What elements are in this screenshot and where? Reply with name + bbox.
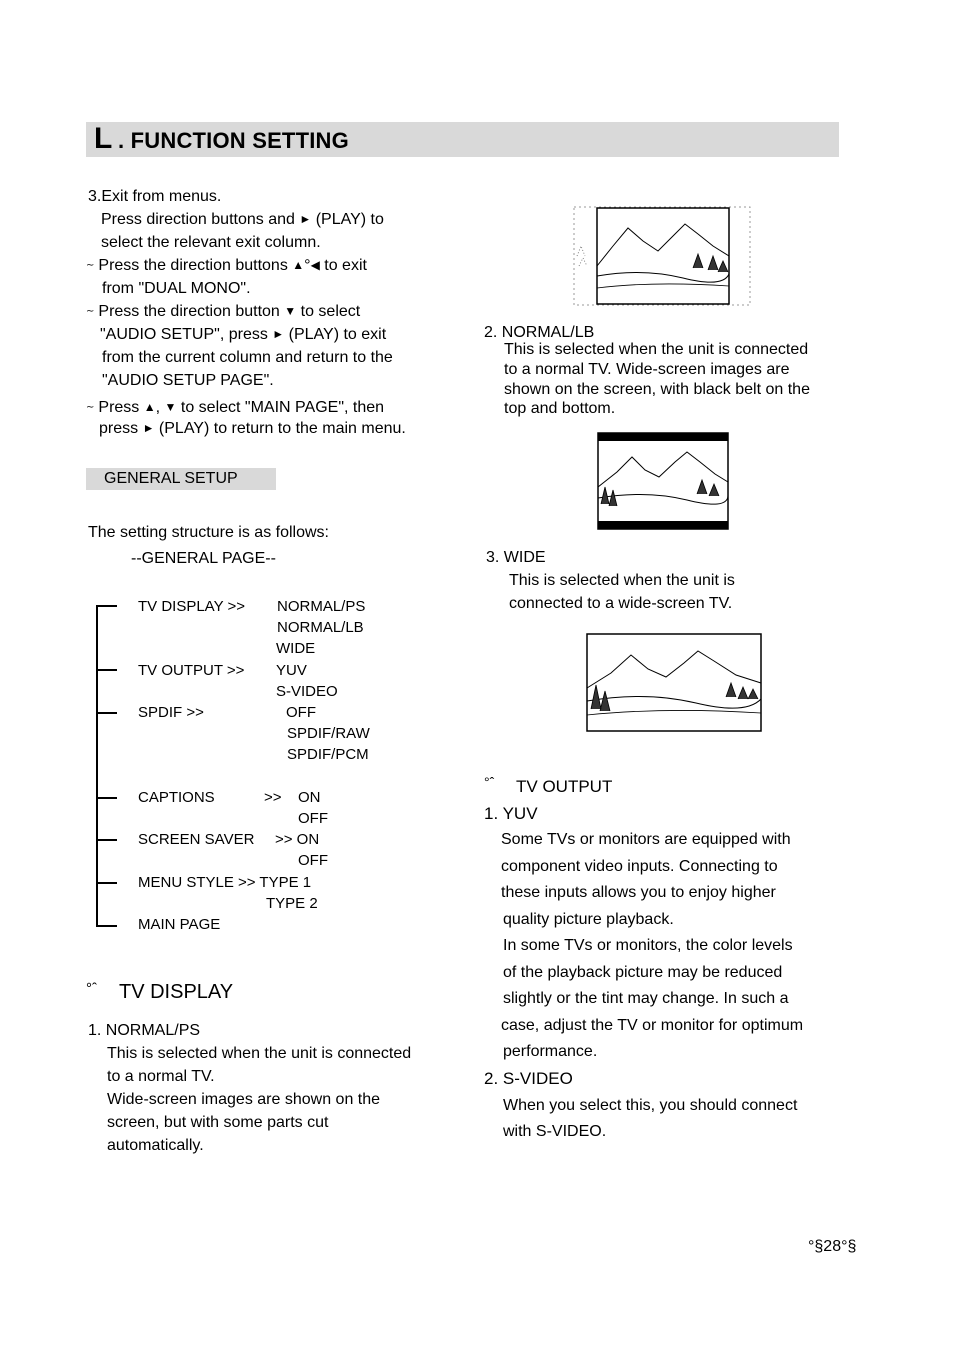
- tree-option: OFF: [286, 704, 316, 721]
- tree-tv-output: TV OUTPUT >>: [138, 662, 245, 679]
- tree-option: YUV: [276, 662, 307, 679]
- normal-lb-landscape-image: [597, 432, 729, 530]
- bullet-icon: ∼: [86, 306, 95, 317]
- page-number: °§28°§: [808, 1238, 857, 1255]
- play-arrow-icon: ►: [142, 421, 155, 435]
- normal-ps-line: automatically.: [107, 1137, 204, 1154]
- normal-ps-line: to a normal TV.: [107, 1068, 215, 1085]
- tv-output-prefix: °ˆ: [484, 774, 495, 790]
- section-title: . FUNCTION SETTING: [118, 128, 349, 153]
- general-setup-label: GENERAL SETUP: [104, 470, 238, 487]
- bullet-icon: ∼: [86, 402, 95, 413]
- yuv-line: quality picture playback.: [503, 911, 674, 928]
- tree-branch: [96, 839, 117, 841]
- general-page-title: --GENERAL PAGE--: [131, 550, 276, 567]
- svideo-line: When you select this, you should connect: [503, 1097, 798, 1114]
- section-header: [86, 122, 839, 157]
- left-arrow-icon: ◀: [310, 258, 320, 272]
- normal-lb-line: to a normal TV. Wide-screen images are: [504, 361, 790, 378]
- yuv-line: component video inputs. Connecting to: [501, 858, 778, 875]
- exit-bullet2-line4: "AUDIO SETUP PAGE".: [102, 372, 274, 389]
- tree-screen-saver: SCREEN SAVER: [138, 831, 255, 848]
- play-arrow-icon: ►: [299, 212, 312, 226]
- normal-lb-line: This is selected when the unit is connected: [504, 341, 809, 358]
- normal-lb-line: top and bottom.: [504, 400, 616, 417]
- exit-p1-line2: select the relevant exit column.: [101, 234, 321, 251]
- tree-option: SPDIF/PCM: [287, 746, 369, 763]
- yuv-line: case, adjust the TV or monitor for optimum: [501, 1017, 804, 1034]
- normal-lb-line: shown on the screen, with black belt on the: [504, 381, 810, 398]
- tree-branch: [96, 797, 117, 799]
- yuv-line: In some TVs or monitors, the color levels: [503, 937, 793, 954]
- tree-option: SPDIF/RAW: [287, 725, 370, 742]
- wide-line: connected to a wide-screen TV.: [509, 595, 733, 612]
- play-arrow-icon: ►: [272, 327, 285, 341]
- tree-option: OFF: [298, 852, 328, 869]
- tree-option: >> ON: [275, 831, 320, 848]
- tree-captions: CAPTIONS: [138, 789, 215, 806]
- yuv-line: slightly or the tint may change. In such a: [503, 990, 789, 1007]
- tree-branch: [96, 882, 117, 884]
- tv-output-title: TV OUTPUT: [516, 777, 613, 796]
- up-arrow-icon: ▲: [143, 400, 156, 414]
- svideo-line: with S-VIDEO.: [503, 1123, 607, 1140]
- structure-intro: The setting structure is as follows:: [88, 524, 329, 541]
- tree-branch: [96, 669, 117, 671]
- tv-display-title: TV DISPLAY: [119, 981, 234, 1003]
- exit-bullet3-line1: ∼ Press ▲, ▼ to select "MAIN PAGE", then: [86, 396, 384, 419]
- exit-bullet1-line1: ∼ Press the direction buttons ▲°◀ to exit: [86, 254, 367, 277]
- tree-option: NORMAL/PS: [277, 598, 366, 615]
- exit-p1-line1: Press direction buttons and ► (PLAY) to: [101, 208, 384, 231]
- tree-tv-display: TV DISPLAY >>: [138, 598, 245, 615]
- tv-display-prefix: °ˆ: [86, 980, 97, 997]
- yuv-line: performance.: [503, 1043, 598, 1060]
- tree-spdif: SPDIF >>: [138, 704, 204, 721]
- bullet-icon: ∼: [86, 260, 95, 271]
- yuv-line: Some TVs or monitors are equipped with: [501, 831, 791, 848]
- tree-branch: [96, 605, 117, 607]
- tree-option: NORMAL/LB: [277, 619, 364, 636]
- wide-line: This is selected when the unit is: [509, 572, 735, 589]
- tree-menu-style: MENU STYLE >> TYPE 1: [138, 874, 312, 891]
- down-arrow-icon: ▼: [164, 400, 177, 414]
- wide-heading: 3. WIDE: [486, 549, 546, 566]
- yuv-heading: 1. YUV: [484, 804, 538, 823]
- yuv-line: of the playback picture may be reduced: [503, 964, 783, 981]
- tree-captions-arrow: >>: [264, 789, 282, 806]
- section-letter: L: [94, 122, 113, 155]
- exit-bullet2-line2: "AUDIO SETUP", press ► (PLAY) to exit: [100, 323, 386, 346]
- tree-branch: [96, 925, 117, 927]
- yuv-line: these inputs allows you to enjoy higher: [501, 884, 776, 901]
- tree-main-page: MAIN PAGE: [138, 916, 221, 933]
- down-arrow-icon: ▼: [284, 304, 297, 318]
- exit-bullet2-line1: ∼ Press the direction button ▼ to select: [86, 300, 360, 323]
- svideo-heading: 2. S-VIDEO: [484, 1069, 573, 1088]
- exit-bullet3-line2: press ► (PLAY) to return to the main menu.: [99, 417, 406, 440]
- tree-trunk: [96, 605, 98, 927]
- tree-option: WIDE: [276, 640, 316, 657]
- normal-ps-landscape-image: [573, 206, 751, 306]
- normal-lb-heading: 2. NORMAL/LB: [484, 324, 595, 341]
- tree-option: TYPE 2: [266, 895, 318, 912]
- normal-ps-heading: 1. NORMAL/PS: [88, 1022, 201, 1039]
- exit-heading: 3.Exit from menus.: [88, 188, 222, 205]
- tree-option: S-VIDEO: [276, 683, 338, 700]
- exit-bullet2-line3: from the current column and return to the: [102, 349, 393, 366]
- up-arrow-icon: ▲: [292, 258, 305, 272]
- normal-ps-line: This is selected when the unit is connected: [107, 1045, 412, 1062]
- exit-bullet1-line2: from "DUAL MONO".: [102, 280, 251, 297]
- wide-landscape-image: [586, 633, 762, 732]
- tree-option: ON: [298, 789, 321, 806]
- general-setup-label-box: [86, 468, 276, 490]
- normal-ps-line: screen, but with some parts cut: [107, 1114, 329, 1131]
- tree-option: OFF: [298, 810, 328, 827]
- normal-ps-line: Wide-screen images are shown on the: [107, 1091, 381, 1108]
- tree-branch: [96, 712, 117, 714]
